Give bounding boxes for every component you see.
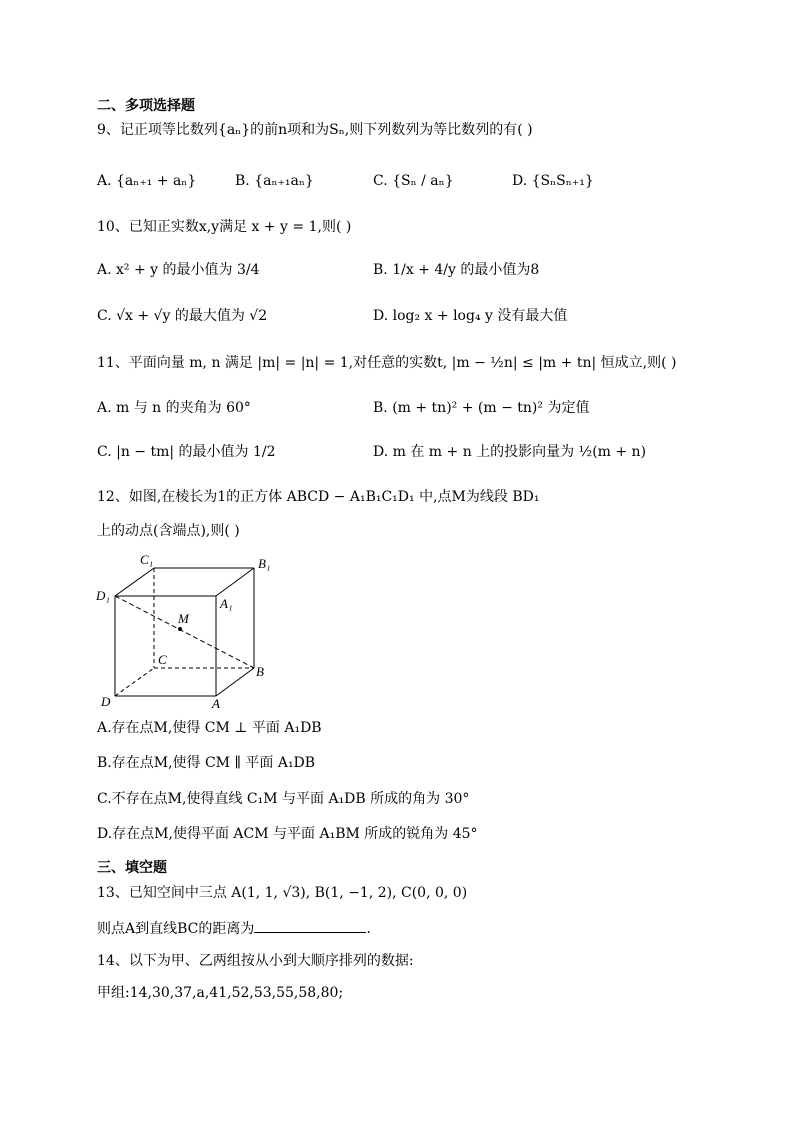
question-10-option-a: A. x² + y 的最小值为 3/4 <box>97 262 260 278</box>
label-b: B <box>256 664 264 679</box>
question-11-stem: 11、平面向量 m, n 满足 |m| = |n| = 1,对任意的实数t, |m − ½n| ≤ |m + tn| 恒成立,则( ) <box>97 355 677 371</box>
question-12-stem-continued: 上的动点(含端点),则( ) <box>97 523 240 539</box>
label-c: C <box>158 652 167 667</box>
question-9-option-d: D. {SₙSₙ₊₁} <box>512 173 594 189</box>
label-d: D <box>101 694 111 709</box>
question-12-option-b: B.存在点M,使得 CM ∥ 平面 A₁DB <box>97 755 316 771</box>
question-9-stem: 9、记正项等比数列{aₙ}的前n项和为Sₙ,则下列数列为等比数列的有( ) <box>97 122 533 138</box>
question-12-option-c: C.不存在点M,使得直线 C₁M 与平面 A₁DB 所成的角为 30° <box>97 791 470 807</box>
edge-a-b <box>216 668 254 696</box>
question-9-option-c: C. {Sₙ / aₙ} <box>373 173 454 189</box>
question-10-option-b: B. 1/x + 4/y 的最小值为8 <box>373 262 540 278</box>
label-b1: B₁ <box>258 556 271 571</box>
question-13-period: . <box>366 921 371 937</box>
question-10-stem: 10、已知正实数x,y满足 x + y = 1,则( ) <box>97 219 352 235</box>
section-heading-fill-in-blank: 三、填空题 <box>97 860 167 876</box>
label-m: M <box>178 611 189 626</box>
question-12-option-d: D.存在点M,使得平面 ACM 与平面 A₁BM 所成的锐角为 45° <box>97 826 478 842</box>
question-13-line2 <box>97 918 371 939</box>
edge-a1-b1 <box>216 568 254 596</box>
question-11-option-d: D. m 在 m + n 上的投影向量为 ½(m + n) <box>373 444 647 460</box>
edge-d1-c1 <box>115 568 154 596</box>
segment-bd1 <box>115 596 254 668</box>
question-10-option-d: D. log₂ x + log₄ y 没有最大值 <box>373 308 568 324</box>
point-m <box>178 627 182 631</box>
section-heading-multiple-choice: 二、多项选择题 <box>97 98 195 114</box>
label-a1: A₁ <box>220 596 233 611</box>
question-10-option-c: C. √x + √y 的最大值为 √2 <box>97 308 268 324</box>
label-d1: D₁ <box>96 588 110 603</box>
label-a: A <box>212 696 220 711</box>
question-13-prompt: 则点A到直线BC的距离为 <box>97 921 255 937</box>
question-14-stem: 14、以下为甲、乙两组按从小到大顺序排列的数据: <box>97 953 414 969</box>
question-12-option-a: A.存在点M,使得 CM ⊥ 平面 A₁DB <box>97 720 322 736</box>
question-14-group-jia: 甲组:14,30,37,a,41,52,53,55,58,80; <box>97 985 344 1001</box>
question-9-option-b: B. {aₙ₊₁aₙ} <box>235 173 314 189</box>
question-11-option-b: B. (m + tn)² + (m − tn)² 为定值 <box>373 400 590 416</box>
question-9-option-a: A. {aₙ₊₁ + aₙ} <box>97 173 197 189</box>
question-13-stem: 13、已知空间中三点 A(1, 1, √3), B(1, −1, 2), C(0, 0, 0) <box>97 885 468 901</box>
edge-d-c <box>115 668 154 696</box>
question-11-option-c: C. |n − tm| 的最小值为 1/2 <box>97 444 276 460</box>
question-12-stem: 12、如图,在棱长为1的正方体 ABCD − A₁B₁C₁D₁ 中,点M为线段 BD₁ <box>97 489 540 505</box>
cube-figure <box>96 550 276 712</box>
label-c1: C₁ <box>140 552 154 567</box>
answer-blank <box>254 918 366 933</box>
question-11-option-a: A. m 与 n 的夹角为 60° <box>97 400 251 416</box>
